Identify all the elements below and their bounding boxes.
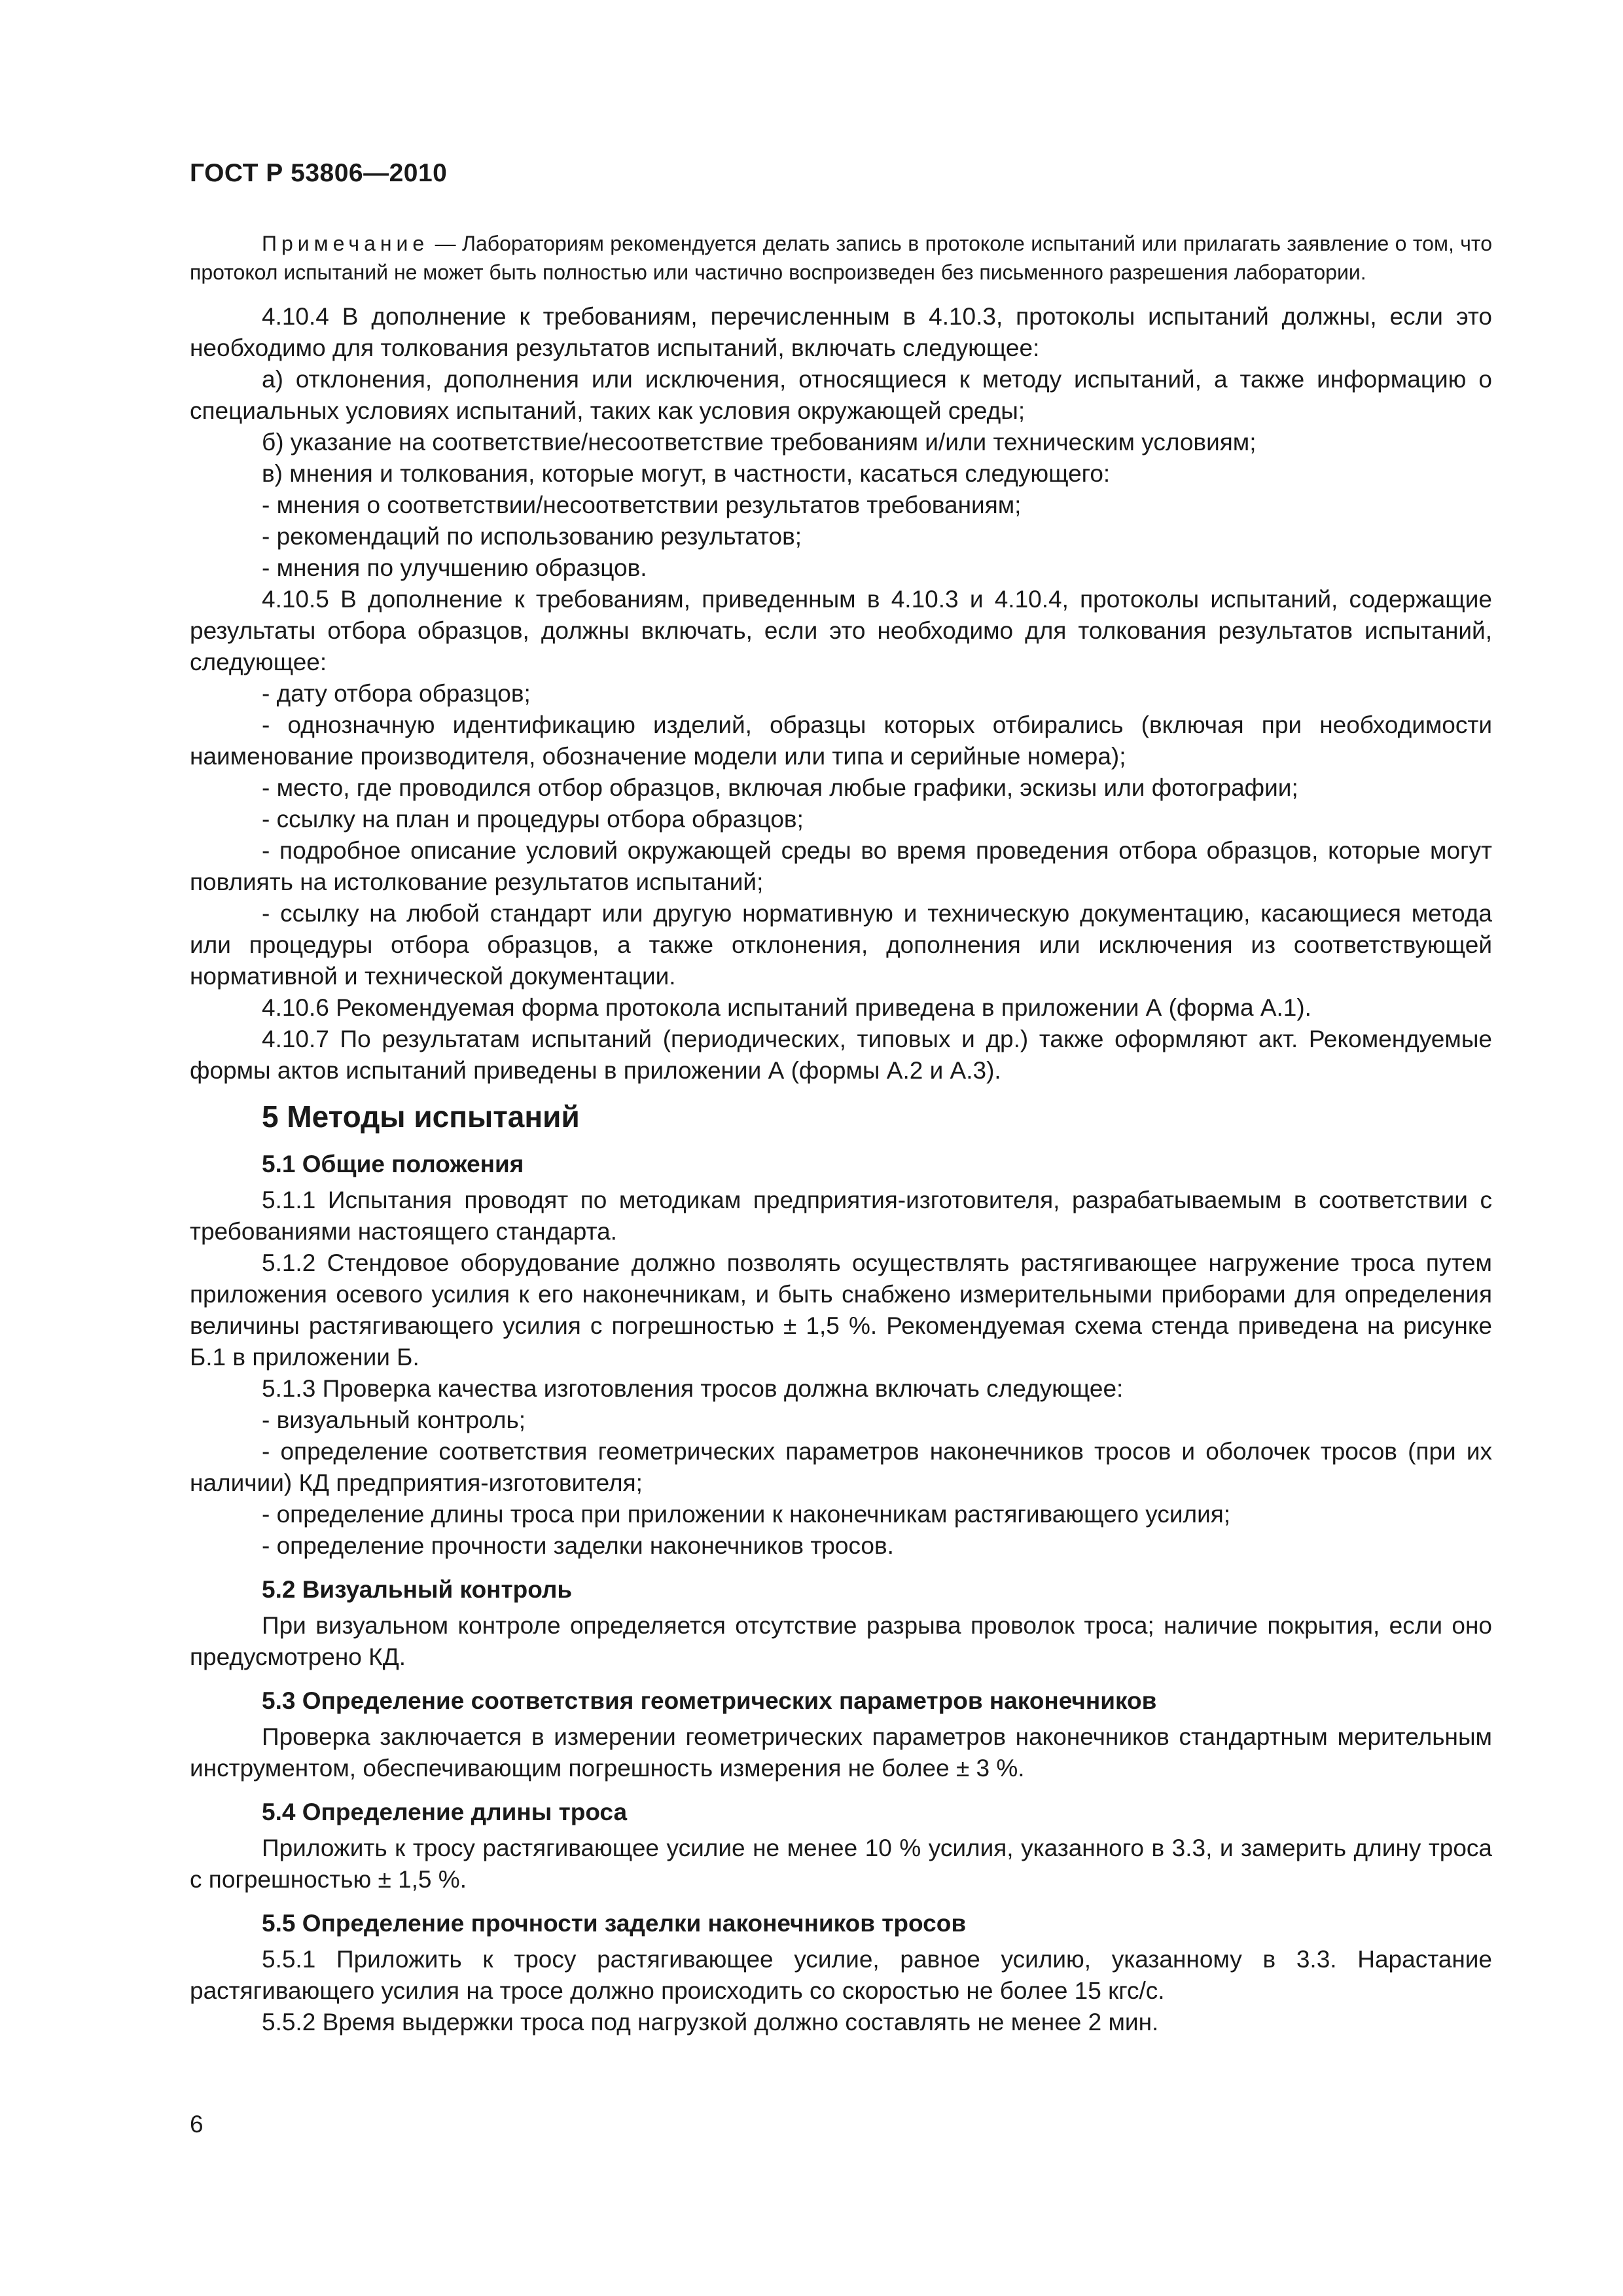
subsection-5-5-title: 5.5 Определение прочности заделки наконечников тросов: [262, 1910, 967, 1937]
subsection-5-4-title: 5.4 Определение длины троса: [262, 1799, 628, 1825]
list-item-v: в) мнения и толкования, которые могут, в частности, касаться следующего:: [262, 460, 1111, 487]
dash-item: - визуальный контроль;: [262, 1407, 526, 1433]
clause-5-1-1: 5.1.1 Испытания проводят по методикам предприятия-изготовителя, разрабатываемым в соответствии с требованиями настоящего стандарта.: [190, 1187, 1492, 1245]
document-header: ГОСТ Р 53806—2010: [190, 159, 448, 187]
dash-item: - определение соответствия геометрических параметров наконечников тросов и оболочек тросов (при их наличии) КД предприятия-изготовителя;: [190, 1438, 1492, 1496]
clause-4-10-5: 4.10.5 В дополнение к требованиям, приведенным в 4.10.3 и 4.10.4, протоколы испытаний, содержащие результаты отбора образцов, должны включать, если это необходимо для толкования результатов испытаний, следующее:: [190, 586, 1492, 675]
clause-4-10-4: 4.10.4 В дополнение к требованиям, перечисленным в 4.10.3, протоколы испытаний должны, если это необходимо для толкования результатов испытаний, включать следующее:: [190, 303, 1492, 361]
dash-item: - ссылку на любой стандарт или другую нормативную и техническую документацию, касающиеся метода или процедуры отбора образцов, а также отклонения, дополнения или исключения из соответствующей нормативной и технической документации.: [190, 900, 1492, 990]
note-text: — Лабораториям рекомендуется делать запись в протоколе испытаний или прилагать заявление о том, что протокол испытаний не может быть полностью или частично воспроизведен без письменного разрешения лаборатории.: [190, 232, 1492, 284]
page-number: 6: [190, 2111, 204, 2138]
dash-item: - подробное описание условий окружающей среды во время проведения отбора образцов, которые могут повлиять на истолкование результатов испытаний;: [190, 837, 1492, 895]
clause-5-4-text: Приложить к тросу растягивающее усилие не менее 10 % усилия, указанного в 3.3, и замерить длину троса с погрешностью ± 1,5 %.: [190, 1835, 1492, 1893]
section-5-title: 5 Методы испытаний: [262, 1100, 580, 1134]
dash-item: - ссылку на план и процедуры отбора образцов;: [262, 806, 804, 833]
subsection-5-1-title: 5.1 Общие положения: [262, 1151, 524, 1177]
dash-item: - мнения о соответствии/несоответствии результатов требованиям;: [262, 492, 1022, 518]
clause-5-5-2: 5.5.2 Время выдержки троса под нагрузкой должно составлять не менее 2 мин.: [262, 2009, 1159, 2036]
note-label: Примечание: [262, 232, 429, 255]
dash-item: - определение длины троса при приложении к наконечникам растягивающего усилия;: [262, 1501, 1231, 1528]
dash-item: - место, где проводился отбор образцов, включая любые графики, эскизы или фотографии;: [262, 774, 1298, 801]
clause-4-10-7: 4.10.7 По результатам испытаний (периодических, типовых и др.) также оформляют акт. Рекомендуемые формы актов испытаний приведены в приложении А (формы А.2 и А.3).: [190, 1026, 1492, 1084]
clause-5-1-2: 5.1.2 Стендовое оборудование должно позволять осуществлять растягивающее нагружение троса путем приложения осевого усилия к его наконечникам, и быть снабжено измерительными приборами для определения величины растягивающего усилия с погрешностью ± 1,5 %. Рекомендуемая схема стенда приведена на рисунке Б.1 в приложении Б.: [190, 1249, 1492, 1371]
subsection-5-3-title: 5.3 Определение соответствия геометрических параметров наконечников: [262, 1687, 1157, 1714]
clause-4-10-6: 4.10.6 Рекомендуемая форма протокола испытаний приведена в приложении А (форма А.1).: [262, 994, 1311, 1021]
clause-5-2-text: При визуальном контроле определяется отсутствие разрыва проволок троса; наличие покрытия, если оно предусмотрено КД.: [190, 1612, 1492, 1670]
dash-item: - мнения по улучшению образцов.: [262, 554, 647, 581]
page-content: [190, 229, 1492, 2038]
dash-item: - однозначную идентификацию изделий, образцы которых отбирались (включая при необходимости наименование производителя, обозначение модели или типа и серийные номера);: [190, 711, 1492, 770]
clause-5-3-text: Проверка заключается в измерении геометрических параметров наконечников стандартным мерительным инструментом, обеспечивающим погрешность измерения не более ± 3 %.: [190, 1723, 1492, 1782]
list-item-b: б) указание на соответствие/несоответствие требованиям и/или техническим условиям;: [262, 429, 1257, 456]
clause-5-1-3: 5.1.3 Проверка качества изготовления тросов должна включать следующее:: [262, 1375, 1124, 1402]
clause-5-5-1: 5.5.1 Приложить к тросу растягивающее усилие, равное усилию, указанному в 3.3. Нарастание растягивающего усилия на тросе должно происходить со скоростью не более 15 кгс/с.: [190, 1946, 1492, 2004]
subsection-5-2-title: 5.2 Визуальный контроль: [262, 1576, 573, 1603]
list-item-a: а) отклонения, дополнения или исключения, относящиеся к методу испытаний, а также информацию о специальных условиях испытаний, таких как условия окружающей среды;: [190, 366, 1492, 424]
dash-item: - рекомендаций по использованию результатов;: [262, 523, 802, 550]
note-paragraph: [190, 229, 1492, 287]
dash-item: - дату отбора образцов;: [262, 680, 531, 707]
dash-item: - определение прочности заделки наконечников тросов.: [262, 1532, 894, 1559]
